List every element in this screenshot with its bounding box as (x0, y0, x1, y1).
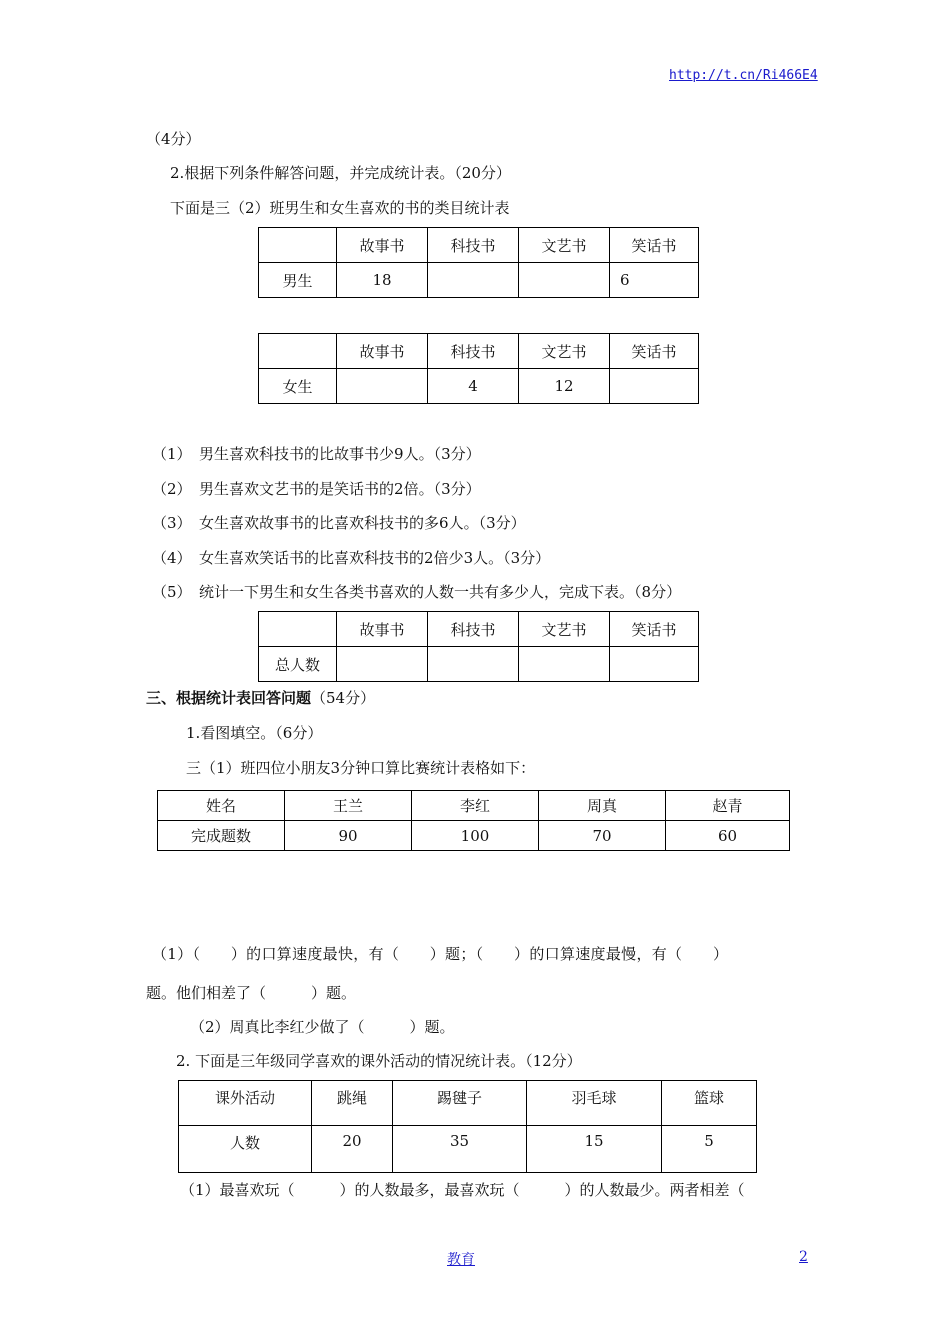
header-link[interactable]: http://t.cn/Ri466E4 (669, 68, 818, 83)
table-caption: 下面是三（2）班男生和女生喜欢的书的类目统计表 (170, 199, 510, 217)
table-cell: 5 (662, 1126, 757, 1173)
boys-table (258, 227, 699, 298)
condition-3: （3） 女生喜欢故事书的比喜欢科技书的多6人。（3分） (152, 514, 526, 532)
condition-2: （2） 男生喜欢文艺书的是笑话书的2倍。（3分） (152, 480, 481, 498)
total-table (258, 611, 699, 682)
table-cell: 70 (539, 821, 666, 851)
calc-table (157, 790, 790, 851)
table-cell: 课外活动 (179, 1081, 312, 1126)
table-cell: 文艺书 (519, 228, 610, 263)
table-cell: 完成题数 (158, 821, 285, 851)
table-cell (428, 263, 519, 298)
activity-table (178, 1080, 757, 1173)
table-cell: 李红 (412, 791, 539, 821)
table-cell: 科技书 (428, 612, 519, 647)
table-cell: 4 (428, 369, 519, 404)
table-cell: 笑话书 (610, 228, 699, 263)
table-cell (337, 647, 428, 682)
table-cell (610, 647, 699, 682)
table-cell: 王兰 (285, 791, 412, 821)
condition-5: （5） 统计一下男生和女生各类书喜欢的人数一共有多少人，完成下表。（8分） (152, 583, 682, 601)
table-cell: 文艺书 (519, 612, 610, 647)
girls-table (258, 333, 699, 404)
table-cell: 总人数 (259, 647, 337, 682)
table-cell (259, 612, 337, 647)
table-cell: 12 (519, 369, 610, 404)
table-cell: 姓名 (158, 791, 285, 821)
table-cell (519, 263, 610, 298)
section-3-title: 三、根据统计表回答问题 (146, 689, 312, 707)
table-cell (428, 647, 519, 682)
section-3-heading (146, 687, 375, 708)
question-2-title: 2.根据下列条件解答问题，并完成统计表。（20分） (170, 164, 511, 182)
table-cell (337, 369, 428, 404)
table-cell: 故事书 (337, 334, 428, 369)
table-cell: 赵青 (666, 791, 790, 821)
question-1-1-line-a: （1）（ ）的口算速度最快，有（ ）题；（ ）的口算速度最慢，有（ ） (152, 945, 729, 963)
question-2-activity-title: 2. 下面是三年级同学喜欢的课外活动的情况统计表。（12分） (176, 1052, 582, 1070)
table-cell: 笑话书 (610, 612, 699, 647)
section-3-score: （54分） (311, 689, 376, 707)
table-cell: 60 (666, 821, 790, 851)
table-cell: 18 (337, 263, 428, 298)
table-cell: 周真 (539, 791, 666, 821)
table-cell: 篮球 (662, 1081, 757, 1126)
table-cell: 笑话书 (610, 334, 699, 369)
table-cell: 90 (285, 821, 412, 851)
table-cell: 人数 (179, 1126, 312, 1173)
table-cell (519, 647, 610, 682)
table-cell: 男生 (259, 263, 337, 298)
page-number: 2 (799, 1249, 808, 1265)
table-cell: 15 (527, 1126, 662, 1173)
table-cell: 跳绳 (312, 1081, 393, 1126)
question-1-title: 1.看图填空。（6分） (186, 724, 323, 742)
condition-1: （1） 男生喜欢科技书的比故事书少9人。（3分） (152, 445, 481, 463)
question-1-1-line-b: 题。他们相差了（ ）题。 (146, 984, 357, 1002)
table-cell: 6 (610, 263, 699, 298)
table-cell: 20 (312, 1126, 393, 1173)
question-1-desc: 三（1）班四位小朋友3分钟口算比赛统计表格如下： (186, 759, 536, 777)
question-2-1: （1）最喜欢玩（ ）的人数最多，最喜欢玩（ ）的人数最少。两者相差（ (180, 1181, 745, 1199)
table-cell (610, 369, 699, 404)
footer-link[interactable]: 教育 (447, 1252, 475, 1268)
table-cell: 故事书 (337, 612, 428, 647)
table-cell (259, 228, 337, 263)
table-cell: 100 (412, 821, 539, 851)
table-cell (259, 334, 337, 369)
table-cell: 科技书 (428, 228, 519, 263)
score-note: （4分） (146, 130, 201, 148)
question-1-2: （2）周真比李红少做了（ ）题。 (190, 1018, 455, 1036)
table-cell: 羽毛球 (527, 1081, 662, 1126)
table-cell: 踢毽子 (393, 1081, 527, 1126)
condition-4: （4） 女生喜欢笑话书的比喜欢科技书的2倍少3人。（3分） (152, 549, 551, 567)
table-cell: 女生 (259, 369, 337, 404)
table-cell: 科技书 (428, 334, 519, 369)
table-cell: 35 (393, 1126, 527, 1173)
table-cell: 文艺书 (519, 334, 610, 369)
table-cell: 故事书 (337, 228, 428, 263)
